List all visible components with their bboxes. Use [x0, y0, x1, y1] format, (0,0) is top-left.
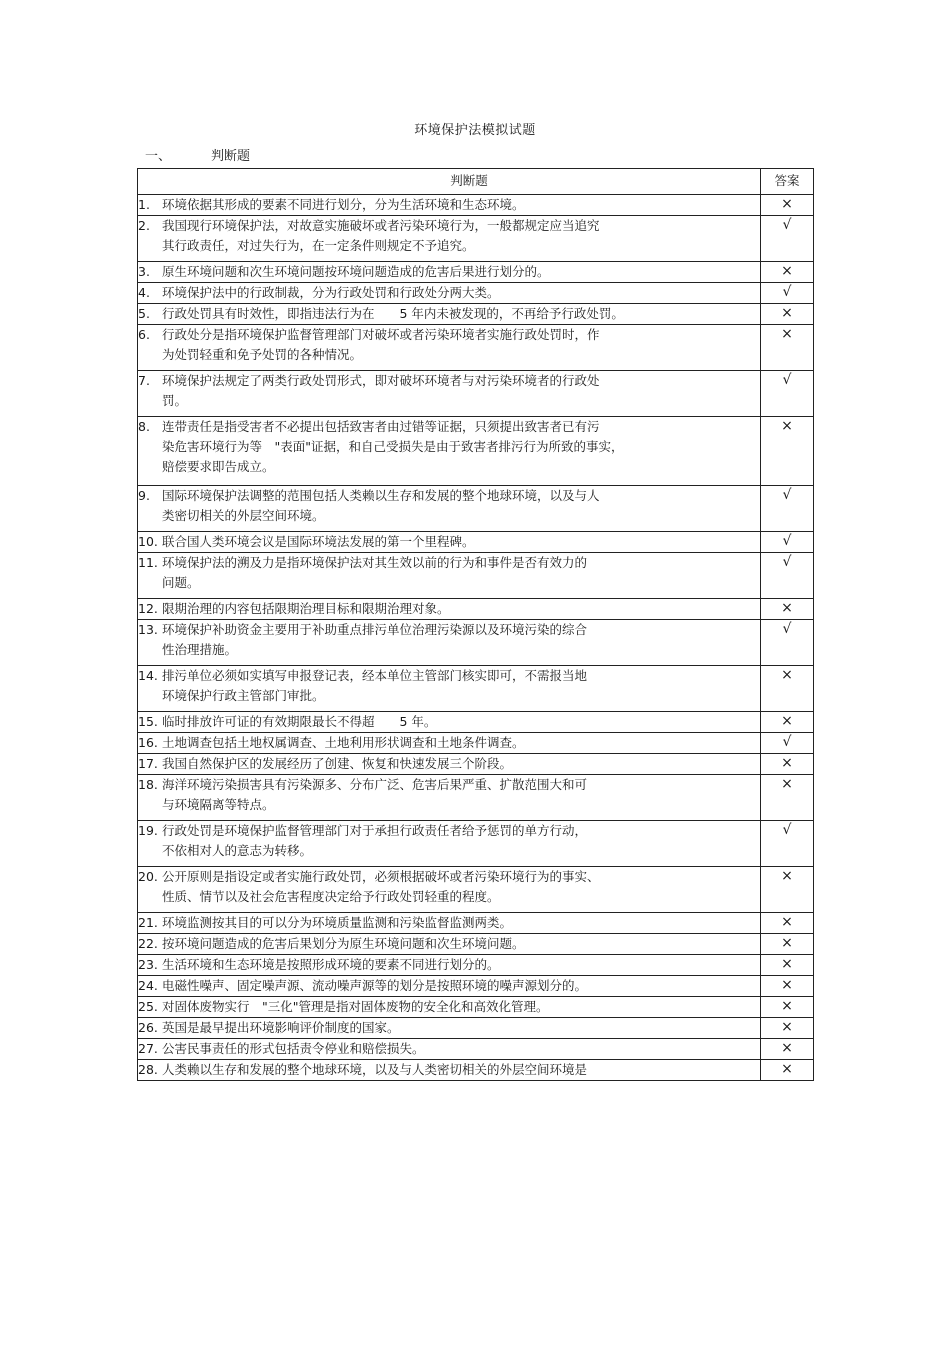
question-cell — [138, 1039, 761, 1060]
table-row — [138, 1018, 814, 1039]
question-number: 14. — [138, 668, 158, 683]
question-text: 性质、情节以及社会危害程度决定给予行政处罚轻重的程度。 — [162, 889, 500, 904]
question-text: 连带责任是指受害者不必提出包括致害者由过错等证据，只须提出致害者已有污 — [161, 419, 600, 434]
question-cell — [138, 821, 761, 867]
question-number: 2. — [138, 218, 150, 233]
table-row — [138, 553, 814, 599]
answer-mark: √ — [761, 486, 814, 532]
answer-mark: √ — [761, 532, 814, 553]
question-text: 按环境问题造成的危害后果划分为原生环境问题和次生环境问题。 — [161, 936, 525, 951]
header-question: 判断题 — [138, 169, 761, 195]
question-text: 性治理措施。 — [162, 642, 238, 657]
question-text: 与环境隔离等特点。 — [162, 797, 275, 812]
answer-mark: × — [761, 712, 814, 733]
question-cell — [138, 934, 761, 955]
question-number: 19. — [138, 823, 158, 838]
question-number: 1. — [138, 197, 150, 212]
answer-mark: × — [761, 262, 814, 283]
question-number: 27. — [138, 1041, 158, 1056]
question-text: 罚。 — [162, 393, 188, 408]
answer-mark: √ — [761, 620, 814, 666]
question-number: 13. — [138, 622, 158, 637]
question-number: 24. — [138, 978, 158, 993]
table-row — [138, 1060, 814, 1081]
question-text: 环境保护法规定了两类行政处罚形式，即对破坏环境者与对污染环境者的行政处 — [161, 373, 600, 388]
table-row — [138, 620, 814, 666]
question-number: 20. — [138, 869, 158, 884]
answer-mark: × — [761, 417, 814, 486]
table-row — [138, 195, 814, 216]
question-text: 不依相对人的意志为转移。 — [162, 843, 313, 858]
table-row — [138, 283, 814, 304]
question-cell — [138, 325, 761, 371]
question-text: 国际环境保护法调整的范围包括人类赖以生存和发展的整个地球环境，以及与人 — [161, 488, 600, 503]
true-false-table — [137, 168, 814, 1081]
table-row — [138, 934, 814, 955]
question-text: 生活环境和生态环境是按照形成环境的要素不同进行划分的。 — [161, 957, 500, 972]
answer-mark: × — [761, 867, 814, 913]
question-number: 12. — [138, 601, 158, 616]
question-text: 环境保护法中的行政制裁，分为行政处罚和行政处分两大类。 — [161, 285, 500, 300]
question-text: 其行政责任，对过失行为，在一定条件则规定不予追究。 — [162, 238, 475, 253]
answer-mark: × — [761, 997, 814, 1018]
answer-mark: √ — [761, 821, 814, 867]
table-row — [138, 371, 814, 417]
answer-mark: × — [761, 325, 814, 371]
question-cell — [138, 997, 761, 1018]
answer-mark: × — [761, 955, 814, 976]
question-cell — [138, 955, 761, 976]
question-text: 环境依据其形成的要素不同进行划分，分为生活环境和生态环境。 — [161, 197, 525, 212]
question-number: 11. — [138, 555, 158, 570]
answer-mark: × — [761, 976, 814, 997]
answer-mark: √ — [761, 371, 814, 417]
answer-mark: √ — [761, 216, 814, 262]
table-row — [138, 417, 814, 486]
question-text: 排污单位必须如实填写申报登记表，经本单位主管部门核实即可，不需报当地 — [161, 668, 587, 683]
question-number: 26. — [138, 1020, 158, 1035]
table-row — [138, 325, 814, 371]
table-body — [138, 195, 814, 1081]
table-row — [138, 955, 814, 976]
question-text: 赔偿要求即告成立。 — [162, 459, 275, 474]
table-row — [138, 754, 814, 775]
table-header-row — [138, 169, 814, 195]
table-row — [138, 216, 814, 262]
question-text: 原生环境问题和次生环境问题按环境问题造成的危害后果进行划分的。 — [161, 264, 550, 279]
table-row — [138, 712, 814, 733]
table-row — [138, 775, 814, 821]
answer-mark: √ — [761, 733, 814, 754]
table-row — [138, 867, 814, 913]
question-cell — [138, 913, 761, 934]
question-text: 联合国人类环境会议是国际环境法发展的第一个里程碑。 — [161, 534, 475, 549]
question-text: 公开原则是指设定或者实施行政处罚，必须根据破坏或者污染环境行为的事实、 — [161, 869, 600, 884]
question-number: 22. — [138, 936, 158, 951]
question-text: 对固体废物实行 "三化"管理是指对固体废物的安全化和高效化管理。 — [161, 999, 549, 1014]
document-title: 环境保护法模拟试题 — [414, 123, 536, 138]
question-cell — [138, 553, 761, 599]
question-cell — [138, 867, 761, 913]
question-cell — [138, 417, 761, 486]
question-cell — [138, 371, 761, 417]
question-text: 土地调查包括土地权属调查、土地利用形状调查和土地条件调查。 — [161, 735, 525, 750]
question-text: 染危害环境行为等 "表面"证据，和自己受损失是由于致害者排污行为所致的事实， — [162, 439, 624, 454]
question-cell — [138, 599, 761, 620]
question-number: 3. — [138, 264, 150, 279]
table-row — [138, 304, 814, 325]
answer-mark: × — [761, 195, 814, 216]
table-row — [138, 913, 814, 934]
question-cell — [138, 532, 761, 553]
answer-mark: × — [761, 666, 814, 712]
question-number: 8. — [138, 419, 150, 434]
question-number: 4. — [138, 285, 150, 300]
table-row — [138, 997, 814, 1018]
table-row — [138, 666, 814, 712]
question-text: 限期治理的内容包括限期治理目标和限期治理对象。 — [161, 601, 450, 616]
question-text: 环境保护补助资金主要用于补助重点排污单位治理污染源以及环境污染的综合 — [161, 622, 587, 637]
table-row — [138, 821, 814, 867]
question-cell — [138, 1018, 761, 1039]
question-cell — [138, 976, 761, 997]
question-number: 10. — [138, 534, 158, 549]
question-cell — [138, 1060, 761, 1081]
question-cell — [138, 304, 761, 325]
section-label: 判断题 — [211, 149, 251, 164]
answer-mark: × — [761, 934, 814, 955]
question-number: 5. — [138, 306, 150, 321]
question-text: 临时排放许可证的有效期限最长不得超 5 年。 — [161, 714, 437, 729]
question-cell — [138, 754, 761, 775]
question-cell — [138, 216, 761, 262]
answer-mark: √ — [761, 553, 814, 599]
question-number: 9. — [138, 488, 150, 503]
question-text: 我国自然保护区的发展经历了创建、恢复和快速发展三个阶段。 — [161, 756, 512, 771]
question-text: 问题。 — [162, 575, 200, 590]
answer-mark: × — [761, 304, 814, 325]
question-text: 行政处分是指环境保护监督管理部门对破坏或者污染环境者实施行政处罚时，作 — [161, 327, 600, 342]
question-text: 环境保护行政主管部门审批。 — [162, 688, 325, 703]
section-number: 一、 — [145, 149, 172, 164]
section-heading — [145, 145, 250, 164]
answer-mark: × — [761, 599, 814, 620]
question-number: 21. — [138, 915, 158, 930]
question-text: 环境监测按其目的可以分为环境质量监测和污染监督监测两类。 — [161, 915, 512, 930]
table-row — [138, 976, 814, 997]
question-cell — [138, 733, 761, 754]
question-text: 英国是最早提出环境影响评价制度的国家。 — [161, 1020, 400, 1035]
question-number: 17. — [138, 756, 158, 771]
question-cell — [138, 712, 761, 733]
question-number: 28. — [138, 1062, 158, 1077]
question-number: 23. — [138, 957, 158, 972]
table-row — [138, 599, 814, 620]
question-cell — [138, 283, 761, 304]
question-text: 我国现行环境保护法，对故意实施破坏或者污染环境行为，一般都规定应当追究 — [161, 218, 600, 233]
question-text: 电磁性噪声、固定噪声源、流动噪声源等的划分是按照环境的噪声源划分的。 — [161, 978, 587, 993]
question-text: 行政处罚具有时效性，即指违法行为在 5 年内未被发现的，不再给予行政处罚。 — [161, 306, 624, 321]
header-answer: 答案 — [761, 169, 814, 195]
table-row — [138, 733, 814, 754]
answer-mark: √ — [761, 283, 814, 304]
question-cell — [138, 486, 761, 532]
question-text: 人类赖以生存和发展的整个地球环境，以及与人类密切相关的外层空间环境是 — [161, 1062, 587, 1077]
question-text: 为处罚轻重和免予处罚的各种情况。 — [162, 347, 363, 362]
table-row — [138, 1039, 814, 1060]
question-text: 类密切相关的外层空间环境。 — [162, 508, 325, 523]
question-number: 16. — [138, 735, 158, 750]
question-cell — [138, 666, 761, 712]
table-row — [138, 486, 814, 532]
answer-mark: × — [761, 1039, 814, 1060]
question-cell — [138, 195, 761, 216]
question-cell — [138, 775, 761, 821]
question-text: 公害民事责任的形式包括责令停业和赔偿损失。 — [161, 1041, 425, 1056]
question-text: 环境保护法的溯及力是指环境保护法对其生效以前的行为和事件是否有效力的 — [161, 555, 587, 570]
question-cell — [138, 262, 761, 283]
question-text: 海洋环境污染损害具有污染源多、分布广泛、危害后果严重、扩散范围大和可 — [161, 777, 587, 792]
answer-mark: × — [761, 1018, 814, 1039]
question-text: 行政处罚是环境保护监督管理部门对于承担行政责任者给予惩罚的单方行动， — [161, 823, 587, 838]
answer-mark: × — [761, 775, 814, 821]
answer-mark: × — [761, 1060, 814, 1081]
answer-mark: × — [761, 754, 814, 775]
question-number: 7. — [138, 373, 150, 388]
question-number: 25. — [138, 999, 158, 1014]
question-number: 18. — [138, 777, 158, 792]
table-row — [138, 262, 814, 283]
answer-mark: × — [761, 913, 814, 934]
question-number: 6. — [138, 327, 150, 342]
question-cell — [138, 620, 761, 666]
question-number: 15. — [138, 714, 158, 729]
table-row — [138, 532, 814, 553]
